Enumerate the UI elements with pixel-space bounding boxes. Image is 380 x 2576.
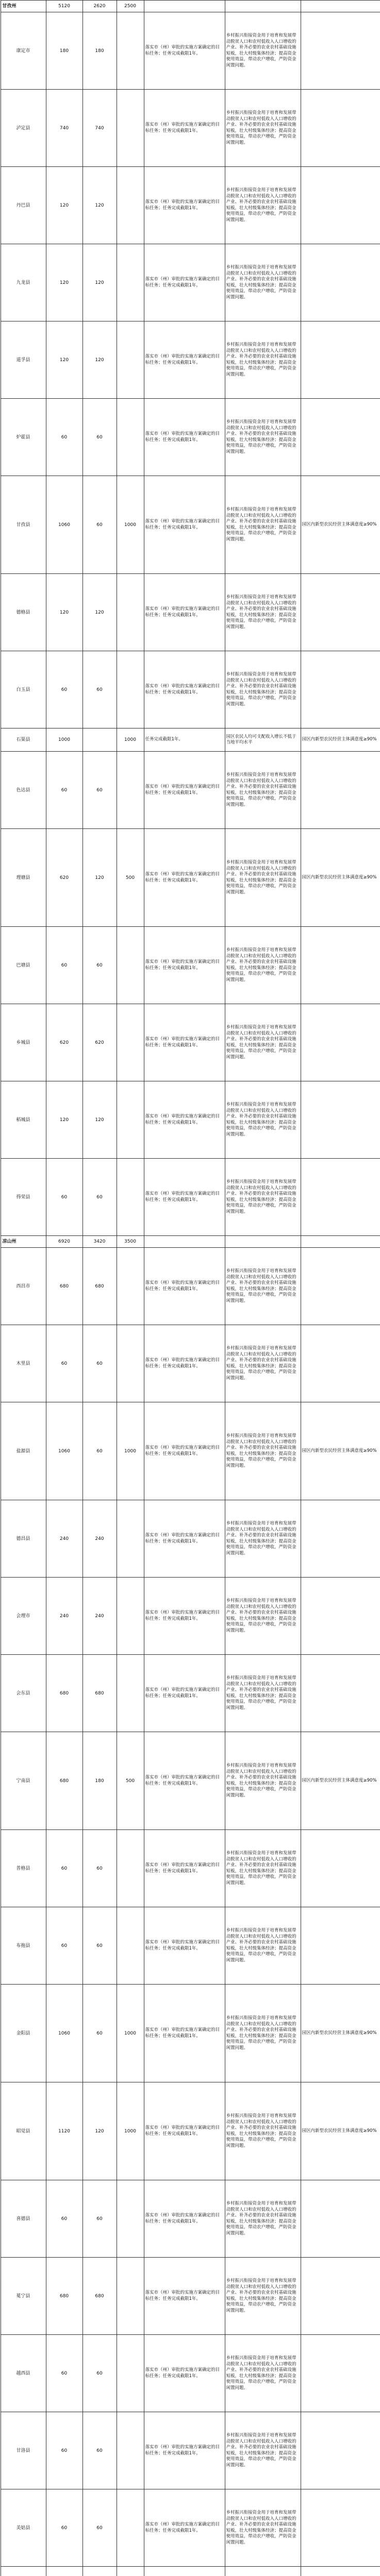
satisfaction-cell: 园区内新型农民经营主体满意度≥90% xyxy=(301,1732,380,1830)
total-amount-cell: 60 xyxy=(46,1325,82,1402)
region-name-cell: 昭觉县 xyxy=(1,2082,46,2180)
region-name-cell: 甘洛县 xyxy=(1,2412,46,2489)
task-cell: 落实市（州）审批的实施方案确定的目标任务；任务完成截限1年。 xyxy=(144,1985,225,2082)
park-amount-cell xyxy=(117,2180,144,2258)
task-cell: 落实市（州）审批的实施方案确定的目标任务；任务完成截限1年。 xyxy=(144,1159,225,1236)
satisfaction-cell xyxy=(301,2412,380,2489)
total-amount-cell: 60 xyxy=(46,2335,82,2412)
task-cell: 落实市（州）审批的实施方案确定的目标任务；任务完成截限1年。 xyxy=(144,476,225,574)
base-amount-cell: 120 xyxy=(82,167,117,244)
park-amount-cell xyxy=(117,1004,144,1081)
table-body xyxy=(1,1,380,2576)
satisfaction-cell xyxy=(301,1655,380,1732)
satisfaction-cell xyxy=(301,1500,380,1578)
park-amount-cell xyxy=(117,752,144,829)
satisfaction-cell: 园区内新型农民经营主体满意度≥90% xyxy=(301,829,380,927)
region-name-cell: 冕宁县 xyxy=(1,2258,46,2335)
region-name-cell: 甘孜县 xyxy=(1,476,46,574)
total-amount-cell: 120 xyxy=(46,321,82,399)
satisfaction-cell: 园区内新型农民经营主体满意度≥90% xyxy=(301,1985,380,2082)
base-amount-cell: 60 xyxy=(82,752,117,829)
park-amount-cell xyxy=(117,1248,144,1325)
task-cell: 落实市（州）审批的实施方案确定的目标任务；任务完成截限1年。 xyxy=(144,167,225,244)
region-name-cell: 理塘县 xyxy=(1,829,46,927)
total-amount-cell: 60 xyxy=(46,1159,82,1236)
performance-cell: 乡村振兴衔接资金用于培育和发展带动脱贫人口和农村低收入人口增收的产业、补齐必要的农业农村基础设施短板，壮大村级集体经济；提高资金使用效益，带动农户增收，严防资金闲置问题。 xyxy=(225,1248,301,1325)
satisfaction-cell xyxy=(301,12,380,90)
table-row-county xyxy=(1,167,380,244)
region-name-cell: 越西县 xyxy=(1,2335,46,2412)
satisfaction-cell xyxy=(301,1907,380,1985)
region-name-cell: 白玉县 xyxy=(1,651,46,728)
table-row-county xyxy=(1,2082,380,2180)
satisfaction-cell xyxy=(301,1004,380,1081)
task-cell: 落实市（州）审批的实施方案确定的目标任务；任务完成截限1年。 xyxy=(144,1325,225,1402)
table-row-county xyxy=(1,1159,380,1236)
performance-cell: 乡村振兴衔接资金用于培育和发展带动脱贫人口和农村低收入人口增收的产业、补齐必要的农业农村基础设施短板，壮大村级集体经济；提高资金使用效益，带动农户增收，严防资金闲置问题。 xyxy=(225,1500,301,1578)
base-amount-cell: 60 xyxy=(82,1907,117,1985)
total-amount-cell: 120 xyxy=(46,244,82,321)
task-cell: 落实市（州）审批的实施方案确定的目标任务；任务完成截限1年。 xyxy=(144,651,225,728)
park-amount-cell: 3500 xyxy=(117,1236,144,1248)
base-amount-cell: 60 xyxy=(82,2412,117,2489)
table-row-county xyxy=(1,1402,380,1500)
task-cell: 落实市（州）审批的实施方案确定的目标任务；任务完成截限1年。 xyxy=(144,1402,225,1500)
region-name-cell: 木里县 xyxy=(1,1325,46,1402)
task-cell: 落实市（州）审批的实施方案确定的目标任务；任务完成截限1年。 xyxy=(144,2412,225,2489)
table-row-county xyxy=(1,829,380,927)
satisfaction-cell xyxy=(301,2180,380,2258)
task-cell: 落实市（州）审批的实施方案确定的目标任务；任务完成截限1年。 xyxy=(144,1655,225,1732)
base-amount-cell: 3420 xyxy=(82,1236,117,1248)
satisfaction-cell xyxy=(301,1248,380,1325)
satisfaction-cell xyxy=(301,321,380,399)
performance-cell: 乡村振兴衔接资金用于培育和发展带动脱贫人口和农村低收入人口增收的产业、补齐必要的农业农村基础设施短板，壮大村级集体经济；提高资金使用效益，带动农户增收，严防资金闲置问题。 xyxy=(225,1907,301,1985)
performance-cell: 乡村振兴衔接资金用于培育和发展带动脱贫人口和农村低收入人口增收的产业、补齐必要的农业农村基础设施短板，壮大村级集体经济；提高资金使用效益，带动农户增收，严防资金闲置问题。 xyxy=(225,1655,301,1732)
table-row-county xyxy=(1,321,380,399)
base-amount-cell: 120 xyxy=(82,574,117,651)
total-amount-cell: 180 xyxy=(46,12,82,90)
park-amount-cell xyxy=(117,1159,144,1236)
park-amount-cell: 1000 xyxy=(117,1402,144,1500)
satisfaction-cell xyxy=(301,167,380,244)
region-name-cell: 道孚县 xyxy=(1,321,46,399)
base-amount-cell xyxy=(82,728,117,752)
region-name-cell: 会理市 xyxy=(1,1578,46,1655)
base-amount-cell: 60 xyxy=(82,476,117,574)
base-amount-cell: 60 xyxy=(82,399,117,476)
satisfaction-cell xyxy=(301,1236,380,1248)
task-cell: 落实市（州）审批的实施方案确定的目标任务；任务完成截限1年。 xyxy=(144,574,225,651)
region-name-cell: 西昌市 xyxy=(1,1248,46,1325)
base-amount-cell: 60 xyxy=(82,651,117,728)
table-row-prefecture xyxy=(1,1236,380,1248)
task-cell: 落实市（州）审批的实施方案确定的目标任务；任务完成截限1年。 xyxy=(144,90,225,167)
performance-cell: 乡村振兴衔接资金用于培育和发展带动脱贫人口和农村低收入人口增收的产业、补齐必要的农业农村基础设施短板，壮大村级集体经济；提高资金使用效益，带动农户增收，严防资金闲置问题。 xyxy=(225,321,301,399)
satisfaction-cell xyxy=(301,1159,380,1236)
table-row-county xyxy=(1,752,380,829)
region-name-cell: 德昌县 xyxy=(1,1500,46,1578)
performance-cell: 乡村振兴衔接资金用于培育和发展带动脱贫人口和农村低收入人口增收的产业、补齐必要的农业农村基础设施短板，壮大村级集体经济；提高资金使用效益，带动农户增收，严防资金闲置问题。 xyxy=(225,1159,301,1236)
task-cell: 落实市（州）审批的实施方案确定的目标任务；任务完成截限1年。 xyxy=(144,1081,225,1159)
park-amount-cell: 1000 xyxy=(117,2082,144,2180)
total-amount-cell: 120 xyxy=(46,1081,82,1159)
park-amount-cell xyxy=(117,2412,144,2489)
base-amount-cell: 120 xyxy=(82,2082,117,2180)
table-row-county xyxy=(1,574,380,651)
park-amount-cell xyxy=(117,90,144,167)
base-amount-cell: 120 xyxy=(82,321,117,399)
table-row-county xyxy=(1,1004,380,1081)
task-cell xyxy=(144,1236,225,1248)
total-amount-cell xyxy=(46,2567,82,2576)
park-amount-cell xyxy=(117,2335,144,2412)
table-row-county xyxy=(1,1907,380,1985)
base-amount-cell: 120 xyxy=(82,829,117,927)
task-cell: 落实市（州）审批的实施方案确定的目标任务；任务完成截限1年。 xyxy=(144,752,225,829)
base-amount-cell: 120 xyxy=(82,1081,117,1159)
total-amount-cell: 1060 xyxy=(46,1985,82,2082)
table-row-county xyxy=(1,927,380,1004)
base-amount-cell: 60 xyxy=(82,1985,117,2082)
park-amount-cell: 1000 xyxy=(117,728,144,752)
total-amount-cell: 680 xyxy=(46,2258,82,2335)
park-amount-cell: 1000 xyxy=(117,476,144,574)
task-cell: 落实市（州）审批的实施方案确定的目标任务；任务完成截限1年。 xyxy=(144,2258,225,2335)
region-name-cell: 甘孜州 xyxy=(1,1,46,12)
region-name-cell: 丹巴县 xyxy=(1,167,46,244)
performance-cell: 乡村振兴衔接资金用于培育和发展带动脱贫人口和农村低收入人口增收的产业、补齐必要的农业农村基础设施短板，壮大村级集体经济；提高资金使用效益，带动农户增收，严防资金闲置问题。 xyxy=(225,752,301,829)
base-amount-cell: 680 xyxy=(82,2258,117,2335)
park-amount-cell xyxy=(117,651,144,728)
base-amount-cell: 60 xyxy=(82,1402,117,1500)
park-amount-cell xyxy=(117,1500,144,1578)
satisfaction-cell xyxy=(301,2489,380,2567)
satisfaction-cell xyxy=(301,1,380,12)
performance-cell: 乡村振兴衔接资金用于培育和发展带动脱贫人口和农村低收入人口增收的产业、补齐必要的农业农村基础设施短板，壮大村级集体经济；提高资金使用效益，带动农户增收，严防资金闲置问题。 xyxy=(225,399,301,476)
park-amount-cell xyxy=(117,12,144,90)
satisfaction-cell: 园区内新型农民经营主体满意度≥90% xyxy=(301,476,380,574)
park-amount-cell xyxy=(117,1907,144,1985)
total-amount-cell: 60 xyxy=(46,2489,82,2567)
base-amount-cell: 240 xyxy=(82,1500,117,1578)
satisfaction-cell: 园区内新型农民经营主体满意度≥90% xyxy=(301,1402,380,1500)
base-amount-cell: 2620 xyxy=(82,1,117,12)
total-amount-cell: 60 xyxy=(46,399,82,476)
satisfaction-cell xyxy=(301,1081,380,1159)
table-row-county xyxy=(1,2567,380,2576)
base-amount-cell: 60 xyxy=(82,1325,117,1402)
table-row-county xyxy=(1,2258,380,2335)
region-name-cell: 盐源县 xyxy=(1,1402,46,1500)
region-name-cell: 炉霍县 xyxy=(1,399,46,476)
total-amount-cell: 6920 xyxy=(46,1236,82,1248)
table-row-county xyxy=(1,12,380,90)
task-cell: 落实市（州）审批的实施方案确定的目标任务；任务完成截限1年。 xyxy=(144,2082,225,2180)
performance-cell xyxy=(225,1,301,12)
table-row-county xyxy=(1,728,380,752)
base-amount-cell: 60 xyxy=(82,1159,117,1236)
total-amount-cell: 60 xyxy=(46,1830,82,1907)
region-name-cell: 石渠县 xyxy=(1,728,46,752)
performance-cell: 园区农民人均可支配收入增长不低于当地平均水平 xyxy=(225,728,301,752)
base-amount-cell: 180 xyxy=(82,12,117,90)
region-name-cell: 普格县 xyxy=(1,1830,46,1907)
performance-cell: 乡村振兴衔接资金用于培育和发展带动脱贫人口和农村低收入人口增收的产业、补齐必要的农业农村基础设施短板，壮大村级集体经济；提高资金使用效益，带动农户增收，严防资金闲置问题。 xyxy=(225,2412,301,2489)
satisfaction-cell xyxy=(301,399,380,476)
table-row-county xyxy=(1,1325,380,1402)
total-amount-cell: 60 xyxy=(46,1907,82,1985)
park-amount-cell: 2500 xyxy=(117,1,144,12)
performance-cell: 乡村振兴衔接资金用于培育和发展带动脱贫人口和农村低收入人口增收的产业、补齐必要的农业农村基础设施短板，壮大村级集体经济；提高资金使用效益，带动农户增收，严防资金闲置问题。 xyxy=(225,1325,301,1402)
table-row-county xyxy=(1,651,380,728)
performance-cell: 乡村振兴衔接资金用于培育和发展带动脱贫人口和农村低收入人口增收的产业、补齐必要的农业农村基础设施短板，壮大村级集体经济；提高资金使用效益，带动农户增收，严防资金闲置问题。 xyxy=(225,476,301,574)
base-amount-cell: 620 xyxy=(82,1004,117,1081)
task-cell xyxy=(144,2567,225,2576)
park-amount-cell xyxy=(117,1081,144,1159)
base-amount-cell xyxy=(82,2567,117,2576)
total-amount-cell: 240 xyxy=(46,1500,82,1578)
park-amount-cell xyxy=(117,167,144,244)
satisfaction-cell xyxy=(301,90,380,167)
region-name-cell: 得荣县 xyxy=(1,1159,46,1236)
task-cell: 落实市（州）审批的实施方案确定的目标任务；任务完成截限1年。 xyxy=(144,1830,225,1907)
task-cell: 落实市（州）审批的实施方案确定的目标任务；任务完成截限1年。 xyxy=(144,1248,225,1325)
park-amount-cell: 1000 xyxy=(117,1985,144,2082)
region-name-cell: 泸定县 xyxy=(1,90,46,167)
table-row-county xyxy=(1,2180,380,2258)
task-cell: 落实市（州）审批的实施方案确定的目标任务；任务完成截限1年。 xyxy=(144,2489,225,2567)
total-amount-cell: 1060 xyxy=(46,476,82,574)
satisfaction-cell xyxy=(301,2567,380,2576)
performance-cell: 乡村振兴衔接资金用于培育和发展带动脱贫人口和农村低收入人口增收的产业、补齐必要的农业农村基础设施短板，壮大村级集体经济；提高资金使用效益，带动农户增收，严防资金闲置问题。 xyxy=(225,2082,301,2180)
total-amount-cell: 1060 xyxy=(46,1402,82,1500)
performance-cell xyxy=(225,2567,301,2576)
task-cell: 落实市（州）审批的实施方案确定的目标任务；任务完成截限1年。 xyxy=(144,2180,225,2258)
performance-cell: 乡村振兴衔接资金用于培育和发展带动脱贫人口和农村低收入人口增收的产业、补齐必要的农业农村基础设施短板，壮大村级集体经济；提高资金使用效益，带动农户增收，严防资金闲置问题。 xyxy=(225,90,301,167)
total-amount-cell: 120 xyxy=(46,167,82,244)
satisfaction-cell xyxy=(301,2258,380,2335)
satisfaction-cell xyxy=(301,752,380,829)
task-cell xyxy=(144,1,225,12)
task-cell: 落实市（州）审批的实施方案确定的目标任务；任务完成截限1年。 xyxy=(144,321,225,399)
table-row-county xyxy=(1,2335,380,2412)
base-amount-cell: 240 xyxy=(82,1578,117,1655)
table-row-county xyxy=(1,1500,380,1578)
total-amount-cell: 680 xyxy=(46,1655,82,1732)
table-row-county xyxy=(1,90,380,167)
satisfaction-cell: 园区内新型农民经营主体满意度≥90% xyxy=(301,2082,380,2180)
region-name-cell: 九龙县 xyxy=(1,244,46,321)
satisfaction-cell: 园区内新型农民经营主体满意度≥90% xyxy=(301,728,380,752)
performance-cell: 乡村振兴衔接资金用于培育和发展带动脱贫人口和农村低收入人口增收的产业、补齐必要的农业农村基础设施短板，壮大村级集体经济；提高资金使用效益，带动农户增收，严防资金闲置问题。 xyxy=(225,2335,301,2412)
park-amount-cell: 500 xyxy=(117,1732,144,1830)
park-amount-cell xyxy=(117,1578,144,1655)
total-amount-cell: 120 xyxy=(46,574,82,651)
performance-cell: 乡村振兴衔接资金用于培育和发展带动脱贫人口和农村低收入人口增收的产业、补齐必要的农业农村基础设施短板，壮大村级集体经济；提高资金使用效益，带动农户增收，严防资金闲置问题。 xyxy=(225,1578,301,1655)
table-row-county xyxy=(1,1830,380,1907)
park-amount-cell: 500 xyxy=(117,829,144,927)
satisfaction-cell xyxy=(301,1325,380,1402)
park-amount-cell xyxy=(117,927,144,1004)
task-cell: 落实市（州）审批的实施方案确定的目标任务；任务完成截限1年。 xyxy=(144,1907,225,1985)
satisfaction-cell xyxy=(301,927,380,1004)
satisfaction-cell xyxy=(301,651,380,728)
total-amount-cell: 60 xyxy=(46,2180,82,2258)
table-row-county xyxy=(1,399,380,476)
base-amount-cell: 180 xyxy=(82,1732,117,1830)
region-name-cell: 康定市 xyxy=(1,12,46,90)
total-amount-cell: 5120 xyxy=(46,1,82,12)
total-amount-cell: 620 xyxy=(46,829,82,927)
performance-cell: 乡村振兴衔接资金用于培育和发展带动脱贫人口和农村低收入人口增收的产业、补齐必要的农业农村基础设施短板，壮大村级集体经济；提高资金使用效益，带动农户增收，严防资金闲置问题。 xyxy=(225,1985,301,2082)
base-amount-cell: 60 xyxy=(82,2180,117,2258)
park-amount-cell xyxy=(117,399,144,476)
performance-cell: 乡村振兴衔接资金用于培育和发展带动脱贫人口和农村低收入人口增收的产业、补齐必要的农业农村基础设施短板，壮大村级集体经济；提高资金使用效益，带动农户增收，严防资金闲置问题。 xyxy=(225,1004,301,1081)
task-cell: 落实市（州）审批的实施方案确定的目标任务；任务完成截限1年。 xyxy=(144,2335,225,2412)
region-name-cell: 会东县 xyxy=(1,1655,46,1732)
performance-cell: 乡村振兴衔接资金用于培育和发展带动脱贫人口和农村低收入人口增收的产业、补齐必要的农业农村基础设施短板，壮大村级集体经济；提高资金使用效益，带动农户增收，严防资金闲置问题。 xyxy=(225,1830,301,1907)
total-amount-cell: 60 xyxy=(46,651,82,728)
park-amount-cell xyxy=(117,1655,144,1732)
park-amount-cell xyxy=(117,1830,144,1907)
region-name-cell xyxy=(1,2567,46,2576)
table-row-county xyxy=(1,1985,380,2082)
table-row-county xyxy=(1,244,380,321)
task-cell: 落实市（州）审批的实施方案确定的目标任务；任务完成截限1年。 xyxy=(144,1732,225,1830)
base-amount-cell: 60 xyxy=(82,2335,117,2412)
table-row-county xyxy=(1,1248,380,1325)
performance-cell: 乡村振兴衔接资金用于培育和发展带动脱贫人口和农村低收入人口增收的产业、补齐必要的农业农村基础设施短板，壮大村级集体经济；提高资金使用效益，带动农户增收，严防资金闲置问题。 xyxy=(225,244,301,321)
region-name-cell: 喜德县 xyxy=(1,2180,46,2258)
park-amount-cell xyxy=(117,1325,144,1402)
total-amount-cell: 740 xyxy=(46,90,82,167)
park-amount-cell xyxy=(117,321,144,399)
performance-cell xyxy=(225,1236,301,1248)
base-amount-cell: 740 xyxy=(82,90,117,167)
satisfaction-cell xyxy=(301,574,380,651)
region-name-cell: 金阳县 xyxy=(1,1985,46,2082)
total-amount-cell: 240 xyxy=(46,1578,82,1655)
park-amount-cell xyxy=(117,2567,144,2576)
task-cell: 落实市（州）审批的实施方案确定的目标任务；任务完成截限1年。 xyxy=(144,927,225,1004)
table-row-county xyxy=(1,1081,380,1159)
performance-cell: 乡村振兴衔接资金用于培育和发展带动脱贫人口和农村低收入人口增收的产业、补齐必要的农业农村基础设施短板，壮大村级集体经济；提高资金使用效益，带动农户增收，严防资金闲置问题。 xyxy=(225,1402,301,1500)
table-row-county xyxy=(1,2489,380,2567)
task-cell: 落实市（州）审批的实施方案确定的目标任务；任务完成截限1年。 xyxy=(144,1578,225,1655)
region-name-cell: 凉山州 xyxy=(1,1236,46,1248)
total-amount-cell: 60 xyxy=(46,2412,82,2489)
performance-cell: 乡村振兴衔接资金用于培育和发展带动脱贫人口和农村低收入人口增收的产业、补齐必要的农业农村基础设施短板，壮大村级集体经济；提高资金使用效益，带动农户增收，严防资金闲置问题。 xyxy=(225,651,301,728)
total-amount-cell: 680 xyxy=(46,1248,82,1325)
region-name-cell: 美姑县 xyxy=(1,2489,46,2567)
region-name-cell: 布拖县 xyxy=(1,1907,46,1985)
task-cell: 落实市（州）审批的实施方案确定的目标任务；任务完成截限1年。 xyxy=(144,1500,225,1578)
satisfaction-cell xyxy=(301,2335,380,2412)
base-amount-cell: 60 xyxy=(82,2489,117,2567)
base-amount-cell: 120 xyxy=(82,244,117,321)
task-cell: 落实市（州）审批的实施方案确定的目标任务；任务完成截限1年。 xyxy=(144,12,225,90)
table-row-county xyxy=(1,476,380,574)
park-amount-cell xyxy=(117,2489,144,2567)
region-name-cell: 乡城县 xyxy=(1,1004,46,1081)
region-name-cell: 巴塘县 xyxy=(1,927,46,1004)
region-name-cell: 色达县 xyxy=(1,752,46,829)
park-amount-cell xyxy=(117,574,144,651)
table-row-prefecture xyxy=(1,1,380,12)
region-name-cell: 稻城县 xyxy=(1,1081,46,1159)
table-row-county xyxy=(1,2412,380,2489)
base-amount-cell: 680 xyxy=(82,1248,117,1325)
park-amount-cell xyxy=(117,244,144,321)
task-cell: 落实市（州）审批的实施方案确定的目标任务；任务完成截限1年。 xyxy=(144,399,225,476)
performance-cell: 乡村振兴衔接资金用于培育和发展带动脱贫人口和农村低收入人口增收的产业、补齐必要的农业农村基础设施短板，壮大村级集体经济；提高资金使用效益，带动农户增收，严防资金闲置问题。 xyxy=(225,2489,301,2567)
performance-cell: 乡村振兴衔接资金用于培育和发展带动脱贫人口和农村低收入人口增收的产业、补齐必要的农业农村基础设施短板，壮大村级集体经济；提高资金使用效益，带动农户增收，严防资金闲置问题。 xyxy=(225,574,301,651)
performance-cell: 乡村振兴衔接资金用于培育和发展带动脱贫人口和农村低收入人口增收的产业、补齐必要的农业农村基础设施短板，壮大村级集体经济；提高资金使用效益，带动农户增收，严防资金闲置问题。 xyxy=(225,2180,301,2258)
satisfaction-cell xyxy=(301,1578,380,1655)
region-name-cell: 德格县 xyxy=(1,574,46,651)
region-name-cell: 宁南县 xyxy=(1,1732,46,1830)
performance-cell: 乡村振兴衔接资金用于培育和发展带动脱贫人口和农村低收入人口增收的产业、补齐必要的农业农村基础设施短板，壮大村级集体经济；提高资金使用效益，带动农户增收，严防资金闲置问题。 xyxy=(225,12,301,90)
table-row-county xyxy=(1,1732,380,1830)
task-cell: 任务完成截限1年。 xyxy=(144,728,225,752)
total-amount-cell: 680 xyxy=(46,1732,82,1830)
performance-cell: 乡村振兴衔接资金用于培育和发展带动脱贫人口和农村低收入人口增收的产业、补齐必要的农业农村基础设施短板，壮大村级集体经济；提高资金使用效益，带动农户增收，严防资金闲置问题。 xyxy=(225,1732,301,1830)
performance-cell: 乡村振兴衔接资金用于培育和发展带动脱贫人口和农村低收入人口增收的产业、补齐必要的农业农村基础设施短板，壮大村级集体经济；提高资金使用效益，带动农户增收，严防资金闲置问题。 xyxy=(225,927,301,1004)
task-cell: 落实市（州）审批的实施方案确定的目标任务；任务完成截限1年。 xyxy=(144,1004,225,1081)
satisfaction-cell xyxy=(301,244,380,321)
base-amount-cell: 60 xyxy=(82,1830,117,1907)
performance-cell: 乡村振兴衔接资金用于培育和发展带动脱贫人口和农村低收入人口增收的产业、补齐必要的农业农村基础设施短板，壮大村级集体经济；提高资金使用效益，带动农户增收，严防资金闲置问题。 xyxy=(225,829,301,927)
task-cell: 落实市（州）审批的实施方案确定的目标任务；任务完成截限1年。 xyxy=(144,244,225,321)
table-row-county xyxy=(1,1578,380,1655)
satisfaction-cell xyxy=(301,1830,380,1907)
fund-allocation-table xyxy=(1,0,380,2576)
total-amount-cell: 60 xyxy=(46,927,82,1004)
total-amount-cell: 60 xyxy=(46,752,82,829)
table-row-county xyxy=(1,1655,380,1732)
performance-cell: 乡村振兴衔接资金用于培育和发展带动脱贫人口和农村低收入人口增收的产业、补齐必要的农业农村基础设施短板，壮大村级集体经济；提高资金使用效益，带动农户增收，严防资金闲置问题。 xyxy=(225,1081,301,1159)
performance-cell: 乡村振兴衔接资金用于培育和发展带动脱贫人口和农村低收入人口增收的产业、补齐必要的农业农村基础设施短板，壮大村级集体经济；提高资金使用效益，带动农户增收，严防资金闲置问题。 xyxy=(225,167,301,244)
base-amount-cell: 60 xyxy=(82,927,117,1004)
task-cell: 落实市（州）审批的实施方案确定的目标任务；任务完成截限1年。 xyxy=(144,829,225,927)
total-amount-cell: 620 xyxy=(46,1004,82,1081)
park-amount-cell xyxy=(117,2258,144,2335)
total-amount-cell: 1120 xyxy=(46,2082,82,2180)
performance-cell: 乡村振兴衔接资金用于培育和发展带动脱贫人口和农村低收入人口增收的产业、补齐必要的农业农村基础设施短板，壮大村级集体经济；提高资金使用效益，带动农户增收，严防资金闲置问题。 xyxy=(225,2258,301,2335)
total-amount-cell: 1000 xyxy=(46,728,82,752)
base-amount-cell: 680 xyxy=(82,1655,117,1732)
